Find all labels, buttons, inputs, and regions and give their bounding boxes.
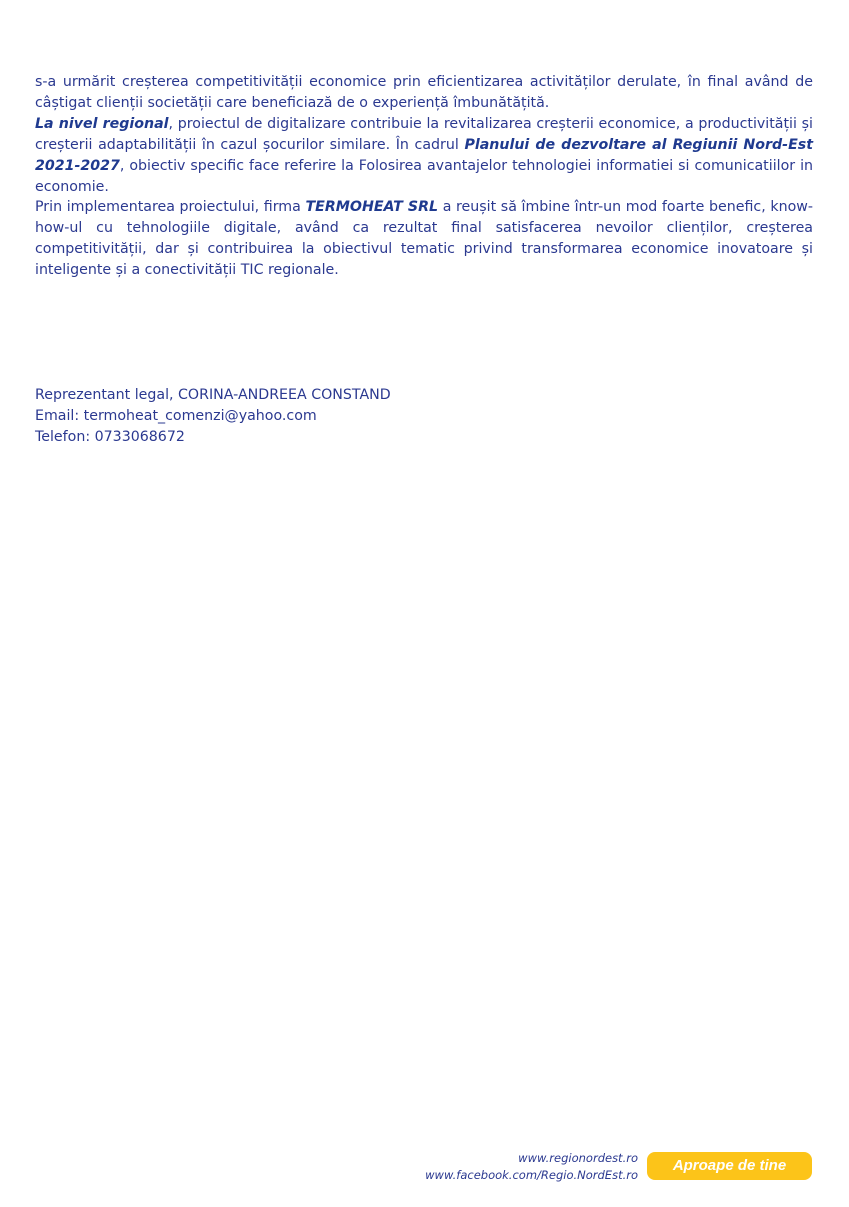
paragraph-regional-level [35, 114, 813, 198]
company-name: TERMOHEAT SRL [305, 199, 439, 216]
body-text [35, 72, 813, 281]
development-plan-name: Planului de dezvoltare al Regiunii Nord-Est 2021-2027 [35, 136, 813, 174]
website-link[interactable]: www.regionordest.ro [518, 1151, 638, 1165]
paragraph-text: , obiectiv specific face referire la Folosirea avantajelor tehnologiei informatiei si comunicatiilor in economie. [35, 157, 813, 195]
regional-level-heading: La nivel regional [35, 115, 169, 132]
paragraph-implementation [35, 197, 813, 281]
paragraph-text: Prin implementarea proiectului, firma [35, 199, 306, 216]
paragraph-text: , proiectul de digitalizare contribuie la revitalizarea creșterii economice, a productivității și creșterii adaptabilității în cazul șocurilor similare. În cadrul [35, 115, 813, 153]
contact-email: Email: termoheat_comenzi@yahoo.com [35, 408, 317, 424]
contact-phone: Telefon: 0733068672 [35, 429, 185, 445]
facebook-link[interactable]: www.facebook.com/Regio.NordEst.ro [425, 1168, 638, 1182]
paragraph-text: a reușit să îmbine într-un mod foarte benefic, know-how-ul cu tehnologiile digitale, având ca rezultat final satisfacerea nevoilor clienților, creșterea competitivității, dar și contribuirea la obiectivul tematic privind transformarea economice inovatoare și inteligente și a conectivității TIC regionale. [35, 199, 813, 279]
legal-representative: Reprezentant legal, CORINA-ANDREEA CONSTAND [35, 387, 391, 403]
footer-links [425, 1150, 638, 1184]
paragraph-text: s-a urmărit creșterea competitivității economice prin eficientizarea activităților derulate, în final având de câștigat clienții societății care beneficiază de o experiență îmbunătățită. [35, 74, 813, 111]
paragraph-digitalization-result [35, 72, 813, 114]
contact-block [35, 385, 391, 448]
slogan-badge: Aproape de tine [647, 1152, 812, 1180]
